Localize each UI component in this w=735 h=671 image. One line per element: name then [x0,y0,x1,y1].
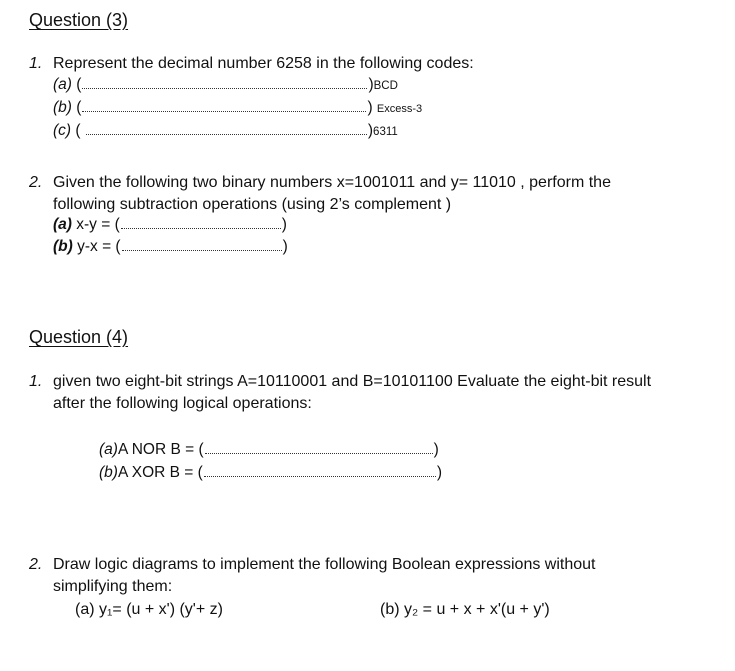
item-label: (b) [99,464,118,481]
q3-p2-item-a [53,216,287,234]
q4-p1-line1: given two eight-bit strings A=10110001 and B=10101100 Evaluate the eight-bit result [53,373,652,390]
q4-p1-item-b [99,464,442,482]
close-paren: ) [433,441,439,458]
answer-blank[interactable] [82,84,367,89]
answer-blank[interactable] [86,130,367,135]
q3-p1-item-a [53,76,398,94]
open-paren: ( [76,76,82,93]
expression: A XOR B = ( [117,464,203,481]
item-label: (a) [53,76,72,93]
q4-p1-line2: after the following logical operations: [53,395,312,412]
q3-p1-text: Represent the decimal number 6258 in the following codes: [53,55,474,72]
q3-p1-number: 1. [29,55,43,72]
open-paren: ( [76,99,82,116]
item-label: (b) [53,99,72,116]
expression: y-x = ( [77,238,121,255]
close-paren: ) [367,122,374,139]
answer-blank[interactable] [82,107,366,112]
question-3-heading: Question (3) [29,10,129,30]
q4-p2-line1: Draw logic diagrams to implement the following Boolean expressions without [53,556,596,573]
expression: A NOR B = ( [117,441,204,458]
q3-p2-line1: Given the following two binary numbers x=1001011 and y= 11010 , perform the [53,174,611,191]
item-label: (a) [53,216,72,233]
q3-p2-number: 2. [29,174,43,191]
question-4-heading: Question (4) [29,327,129,347]
close-paren: ) [368,76,374,93]
expression: x-y = ( [76,216,120,233]
q4-p2-expression-a: (a) y₁= (u + x') (y'+ z) [75,601,223,618]
q3-p1-item-b [53,99,422,117]
close-paren: ) [281,216,287,233]
q4-p1-number: 1. [29,373,43,390]
q4-p2-number: 2. [29,556,43,573]
item-label: (c) [53,122,72,139]
close-paren: ) [367,99,373,116]
q4-p2-line2: simplifying them: [53,578,173,595]
q3-p2-item-b [53,238,288,256]
code-suffix: BCD [373,80,398,92]
item-label: (a) [99,441,118,458]
answer-blank[interactable] [122,246,282,251]
item-label: (b) [53,238,73,255]
code-suffix: 6311 [373,126,398,138]
answer-blank[interactable] [204,472,436,477]
q3-p1-item-c [53,122,398,140]
q4-p1-item-a [99,441,439,459]
close-paren: ) [282,238,288,255]
close-paren: ) [436,464,442,481]
q3-p2-line2: following subtraction operations (using 2’s complement ) [53,196,452,213]
open-paren: ( [75,122,81,139]
answer-blank[interactable] [121,224,281,229]
q4-p2-expression-b: (b) y₂ = u + x + x'(u + y') [380,601,550,618]
code-suffix: Excess-3 [376,103,423,115]
answer-blank[interactable] [205,449,433,454]
